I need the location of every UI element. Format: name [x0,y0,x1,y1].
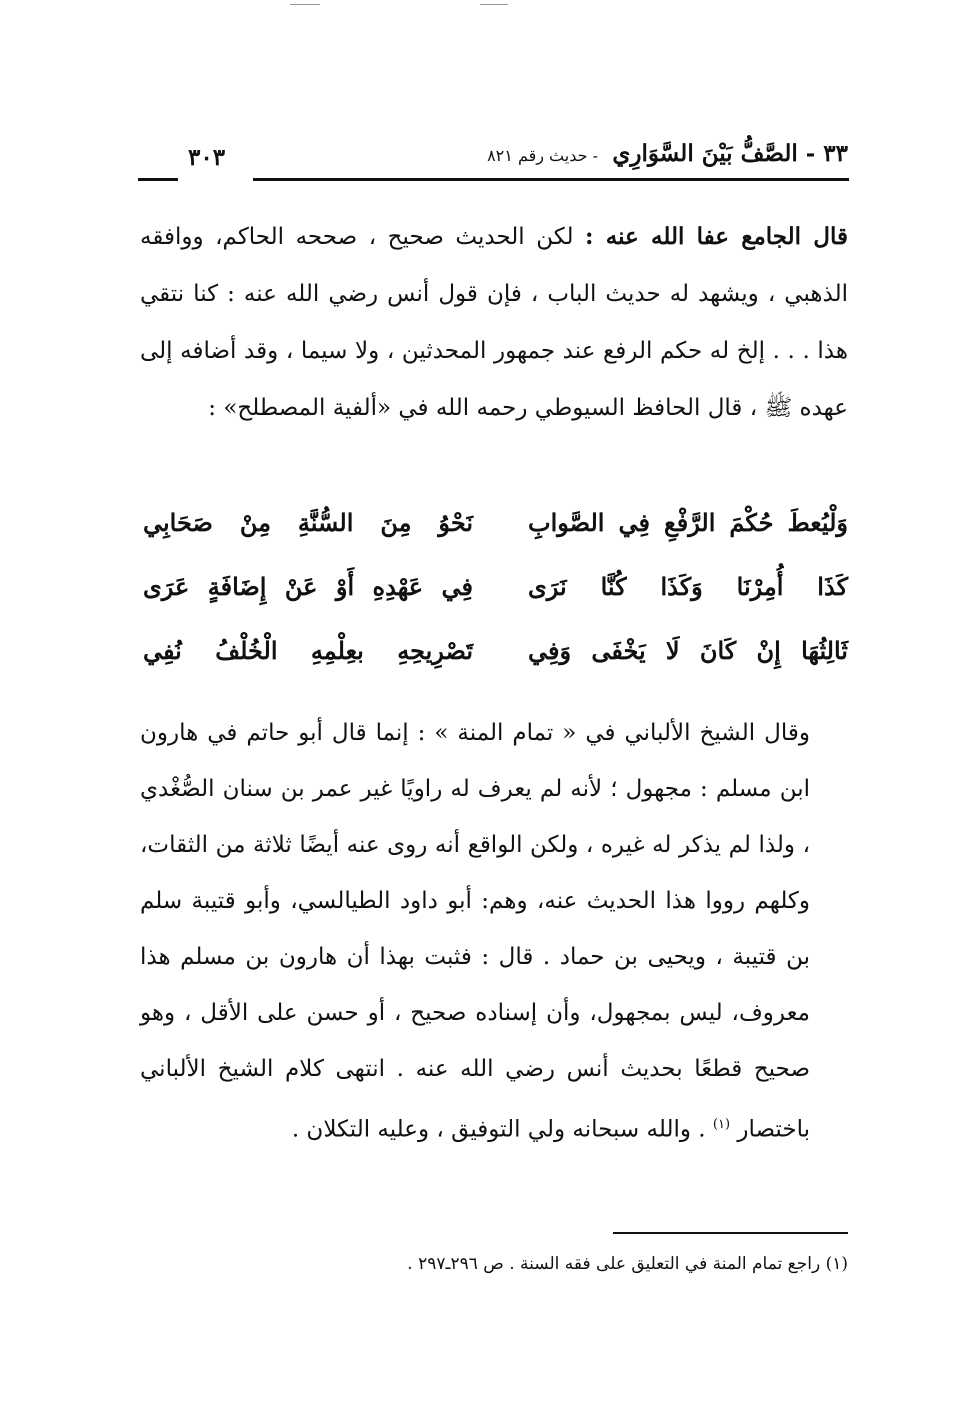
footnote-text: (١) راجع تمام المنة في التعليق على فقه السنة . ص ٢٩٦ـ٢٩٧ . [407,1254,848,1274]
footnote [140,1250,848,1278]
running-header [140,140,848,180]
paragraph-albani-quote [140,705,848,1158]
verse-first-hemistich: وَلْيُعطَ حُكْمَ الرَّفْعِ فِي الصَّوابِ [528,508,848,537]
paragraph-lead: قال الجامع عفا الله عنه : [585,223,848,250]
paragraph-text: لكن الحديث صحيح ، صححه الحاكم، ووافقه الذهبي ، ويشهد له حديث الباب ، فإن قول أنس رضي الله عنه : كنا نتقي هذا . . . إلخ له حكم الرفع عند جمهور المحدثين ، ولا سيما ، وقد أضافه إلى عهده ﷺ ، قال الحافظ السيوطي رحمه الله في «ألفية المصطلح» : [140,224,848,421]
paragraph-text: وقال الشيخ الألباني في « تمام المنة » : إنما قال أبو حاتم في هارون ابن مسلم : مجهول ؛ لأنه لم يعرف له راويًا غير عمر بن سنان الصُّغْدي ، ولذا لم يذكر له غيره ، ولكن الواقع أنه روى عنه أيضًا ثلاثة من الثقات، وكلهم رووا هذا الحديث عنه، وهم: أبو داود الطيالسي، وأبو قتيبة سلم بن قتيبة ، ويحيى بن حماد . قال : فثبت بهذا أن هارون بن مسلم هذا معروف، ليس بمجهول، وأن إسناده صحيح ، أو حسن على الأقل ، وهو صحيح قطعًا بحديث أنس رضي الله عنه . انتهى كلام الشيخ الألباني باختصار [140,720,810,1143]
footnote-separator [613,1232,848,1234]
top-crop-marks [270,4,530,10]
crop-mark [480,4,508,5]
verse-second-hemistich: نَحْوُ مِنَ السُّنَّةِ مِنْ صَحَابِي [143,508,473,537]
poem-verses [140,508,848,700]
verse-second-hemistich: تَصْرِيحِهِ بعِلْمِهِ الْخُلْفُ نُفِي [143,636,473,665]
verse-line [140,508,848,572]
chapter-title: ٣٣ - الصَّفُّ بَيْنَ السَّوَارِي [612,140,848,167]
hadith-number: - حديث رقم ٨٢١ [487,146,598,165]
verse-line [140,636,848,700]
verse-second-hemistich: فِي عَهْدِهِ أَوْ عَنْ إِضَافَةٍ عَرَى [143,572,473,601]
paragraph-commentary [140,208,848,437]
page-number-dash [138,178,178,181]
footnote-reference: (١) [712,1117,731,1132]
header-rule [253,178,849,181]
crop-mark [290,4,320,5]
paragraph-closing: . والله سبحانه ولي التوفيق ، وعليه التكلان . [291,1116,713,1143]
verse-first-hemistich: ثَالِثُهَا إِنْ كَانَ لَا يَخْفَى وَفِي [528,636,848,665]
verse-first-hemistich: كَذَا أُمِرْنَا وَكَذَا كُنَّا نَرَى [528,572,848,601]
verse-line [140,572,848,636]
page-number: ٣٠٣ [188,144,226,171]
